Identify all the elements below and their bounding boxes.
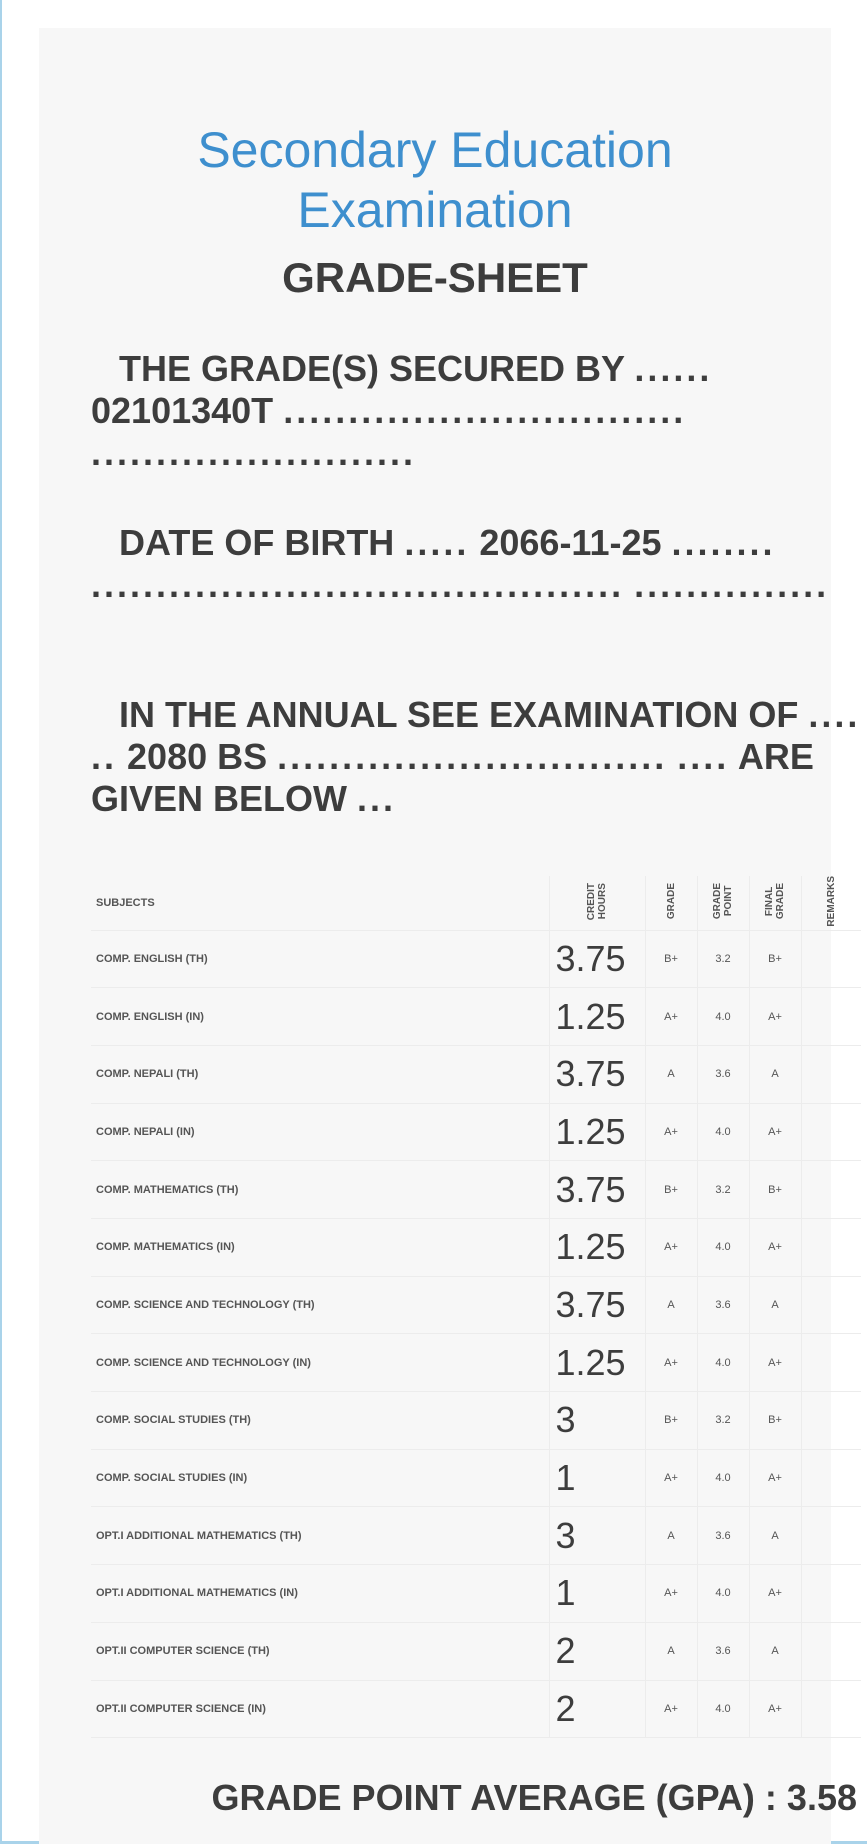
subject-cell: COMP. NEPALI (TH)	[91, 1045, 549, 1103]
credit-hours-cell: 1.25	[549, 988, 645, 1046]
final-grade-cell: A+	[749, 1103, 801, 1161]
remarks-cell	[801, 1565, 861, 1623]
final-grade-cell: A+	[749, 1334, 801, 1392]
final-grade-cell: B+	[749, 1392, 801, 1450]
credit-hours-cell: 2	[549, 1622, 645, 1680]
secured-by-label: THE GRADE(S) SECURED BY	[119, 348, 625, 389]
remarks-cell	[801, 1507, 861, 1565]
grade-cell: A+	[645, 988, 697, 1046]
grade-cell: A+	[645, 1565, 697, 1623]
exam-title-line1: Secondary Education	[197, 122, 673, 178]
grade-cell: A+	[645, 1103, 697, 1161]
final-grade-cell: A+	[749, 1449, 801, 1507]
header-remarks: REMARKS	[801, 876, 861, 930]
grade-point-cell: 4.0	[697, 1219, 749, 1277]
final-grade-cell: A	[749, 1045, 801, 1103]
remarks-cell	[801, 1680, 861, 1738]
grade-cell: B+	[645, 1392, 697, 1450]
credit-hours-cell: 3.75	[549, 930, 645, 988]
grade-cell: A	[645, 1622, 697, 1680]
final-grade-cell: B+	[749, 1161, 801, 1219]
header-grade-point: GRADE POINT	[697, 876, 749, 930]
grade-cell: A+	[645, 1680, 697, 1738]
final-grade-cell: B+	[749, 930, 801, 988]
table-row	[91, 1680, 861, 1738]
gpa-label: GRADE POINT AVERAGE (GPA) :	[211, 1777, 777, 1818]
header-final-grade: FINAL GRADE	[749, 876, 801, 930]
grade-point-cell: 3.2	[697, 930, 749, 988]
exam-label: IN THE ANNUAL SEE EXAMINATION OF	[119, 694, 799, 735]
subject-cell: COMP. ENGLISH (TH)	[91, 930, 549, 988]
grade-point-cell: 3.2	[697, 1392, 749, 1450]
dob-label: DATE OF BIRTH	[119, 522, 395, 563]
subject-cell: OPT.I ADDITIONAL MATHEMATICS (TH)	[91, 1507, 549, 1565]
secured-by-paragraph: THE GRADE(S) SECURED BY ...... 02101340T ............................... .........................	[91, 348, 713, 473]
credit-hours-cell: 3.75	[549, 1161, 645, 1219]
remarks-cell	[801, 1276, 861, 1334]
subject-cell: COMP. MATHEMATICS (TH)	[91, 1161, 549, 1219]
table-row	[91, 1276, 861, 1334]
grade-cell: A+	[645, 1449, 697, 1507]
grade-point-cell: 3.6	[697, 1622, 749, 1680]
grade-point-cell: 3.6	[697, 1276, 749, 1334]
remarks-cell	[801, 1334, 861, 1392]
remarks-cell	[801, 1103, 861, 1161]
exam-year: 2080 BS	[127, 736, 268, 777]
credit-hours-cell: 3.75	[549, 1276, 645, 1334]
final-grade-cell: A+	[749, 988, 801, 1046]
exam-title-line2: Examination	[297, 182, 573, 238]
symbol-number: 02101340T	[91, 390, 274, 431]
table-row	[91, 988, 861, 1046]
final-grade-cell: A	[749, 1276, 801, 1334]
subject-cell: COMP. NEPALI (IN)	[91, 1103, 549, 1161]
remarks-cell	[801, 1449, 861, 1507]
credit-hours-cell: 3	[549, 1507, 645, 1565]
remarks-cell	[801, 1161, 861, 1219]
grade-point-cell: 4.0	[697, 1449, 749, 1507]
grade-point-cell: 4.0	[697, 1565, 749, 1623]
grade-point-cell: 4.0	[697, 1103, 749, 1161]
table-row	[91, 1103, 861, 1161]
table-row	[91, 1045, 861, 1103]
date-of-birth-paragraph: DATE OF BIRTH ..... 2066-11-25 ........ ......................................... ...............	[91, 522, 830, 605]
grade-point-cell: 3.6	[697, 1045, 749, 1103]
grade-point-cell: 4.0	[697, 988, 749, 1046]
table-row	[91, 1334, 861, 1392]
subject-cell: OPT.I ADDITIONAL MATHEMATICS (IN)	[91, 1565, 549, 1623]
exam-title	[39, 120, 831, 240]
grades-table	[91, 876, 861, 1738]
final-grade-cell: A+	[749, 1680, 801, 1738]
table-row	[91, 1161, 861, 1219]
credit-hours-cell: 1	[549, 1449, 645, 1507]
table-header-row	[91, 876, 861, 930]
final-grade-cell: A	[749, 1507, 801, 1565]
exam-paragraph: IN THE ANNUAL SEE EXAMINATION OF .... .. 2080 BS .............................. .... ARE GIVEN BELOW ...	[91, 694, 861, 819]
table-row	[91, 1622, 861, 1680]
final-grade-cell: A+	[749, 1219, 801, 1277]
table-row	[91, 1507, 861, 1565]
left-edge-rule	[0, 0, 2, 1844]
table-row	[91, 1449, 861, 1507]
grade-point-cell: 4.0	[697, 1680, 749, 1738]
grade-cell: A	[645, 1276, 697, 1334]
grade-point-cell: 4.0	[697, 1334, 749, 1392]
grade-point-cell: 3.6	[697, 1507, 749, 1565]
credit-hours-cell: 1	[549, 1565, 645, 1623]
final-grade-cell: A+	[749, 1565, 801, 1623]
grade-sheet-heading: GRADE-SHEET	[282, 254, 588, 301]
grade-cell: A+	[645, 1219, 697, 1277]
gpa-summary	[39, 1776, 857, 1820]
credit-hours-cell: 3.75	[549, 1045, 645, 1103]
remarks-cell	[801, 988, 861, 1046]
subject-cell: OPT.II COMPUTER SCIENCE (TH)	[91, 1622, 549, 1680]
grade-cell: B+	[645, 930, 697, 988]
dob-value: 2066-11-25	[479, 522, 662, 563]
table-row	[91, 930, 861, 988]
grade-cell: A	[645, 1045, 697, 1103]
credit-hours-cell: 1.25	[549, 1334, 645, 1392]
remarks-cell	[801, 1219, 861, 1277]
subject-cell: COMP. SCIENCE AND TECHNOLOGY (IN)	[91, 1334, 549, 1392]
subject-cell: COMP. SCIENCE AND TECHNOLOGY (TH)	[91, 1276, 549, 1334]
subject-cell: COMP. SOCIAL STUDIES (TH)	[91, 1392, 549, 1450]
remarks-cell	[801, 1392, 861, 1450]
remarks-cell	[801, 1622, 861, 1680]
grade-cell: A	[645, 1507, 697, 1565]
grade-point-cell: 3.2	[697, 1161, 749, 1219]
final-grade-cell: A	[749, 1622, 801, 1680]
gpa-value: 3.58	[786, 1777, 857, 1818]
subject-cell: COMP. MATHEMATICS (IN)	[91, 1219, 549, 1277]
table-row	[91, 1565, 861, 1623]
table-row	[91, 1219, 861, 1277]
credit-hours-cell: 1.25	[549, 1219, 645, 1277]
header-subjects: SUBJECTS	[91, 876, 549, 930]
remarks-cell	[801, 1045, 861, 1103]
grade-cell: B+	[645, 1161, 697, 1219]
header-grade: GRADE	[645, 876, 697, 930]
grade-sheet-card	[39, 28, 861, 1844]
subject-cell: COMP. ENGLISH (IN)	[91, 988, 549, 1046]
remarks-cell	[801, 930, 861, 988]
given-below-text: ARE GIVEN BELOW	[91, 736, 814, 819]
table-row	[91, 1392, 861, 1450]
header-credit-hours: CREDIT HOURS	[549, 876, 645, 930]
subject-cell: COMP. SOCIAL STUDIES (IN)	[91, 1449, 549, 1507]
credit-hours-cell: 2	[549, 1680, 645, 1738]
grade-cell: A+	[645, 1334, 697, 1392]
credit-hours-cell: 3	[549, 1392, 645, 1450]
subject-cell: OPT.II COMPUTER SCIENCE (IN)	[91, 1680, 549, 1738]
credit-hours-cell: 1.25	[549, 1103, 645, 1161]
